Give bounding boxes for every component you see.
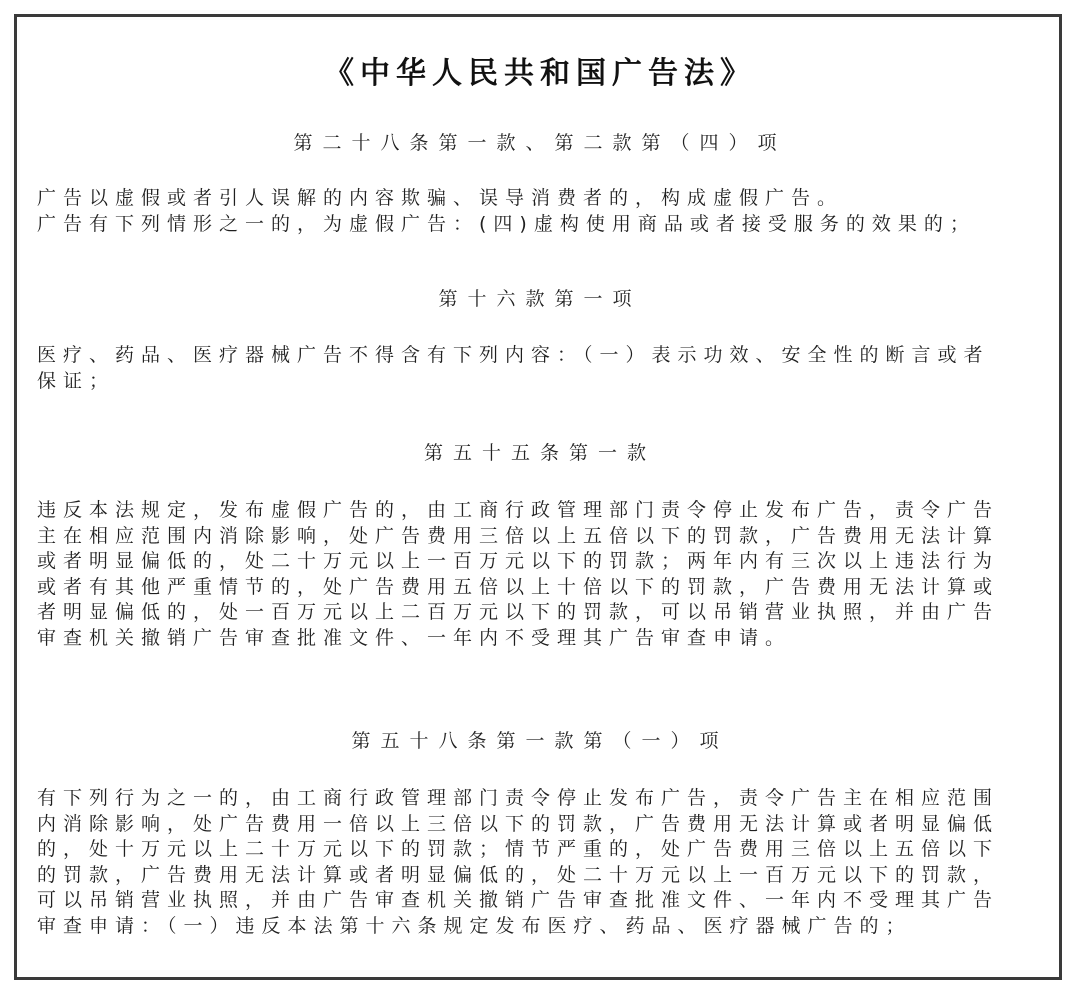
section-heading-article-16: 第十六款第一项 xyxy=(438,288,642,310)
text-line: 主在相应范围内消除影响，处广告费用三倍以上五倍以下的罚款，广告费用无法计算 xyxy=(37,524,1000,547)
text-line: 可以吊销营业执照，并由广告审查机关撤销广告审查批准文件、一年内不受理其广告 xyxy=(37,889,1000,911)
text-line: 的，处十万元以上二十万元以下的罚款；情节严重的，处广告费用三倍以上五倍以下 xyxy=(37,838,1000,860)
document-title: 《中华人民共和国广告法》 xyxy=(324,56,756,91)
text-line: 或者有其他严重情节的，处广告费用五倍以上十倍以下的罚款，广告费用无法计算或 xyxy=(37,575,1000,598)
text-line: 审查申请：（一）违反本法第十六条规定发布医疗、药品、医疗器械广告的； xyxy=(37,914,912,937)
section-body-article-55 xyxy=(37,498,1049,651)
text-line: 的罚款，广告费用无法计算或者明显偏低的，处二十万元以上一百万元以下的罚款， xyxy=(37,863,1000,886)
text-line: 广告有下列情形之一的，为虚假广告：(四)虚构使用商品或者接受服务的效果的； xyxy=(37,212,976,235)
section-body-article-28 xyxy=(37,186,1049,237)
text-line: 广告以虚假或者引人误解的内容欺骗、误导消费者的，构成虚假广告。 xyxy=(37,187,844,209)
section-body-article-16 xyxy=(37,343,1049,394)
text-line: 医疗、药品、医疗器械广告不得含有下列内容：（一）表示功效、安全性的断言或者 xyxy=(37,344,990,366)
text-line: 者明显偏低的，处一百万元以上二百万元以下的罚款，可以吊销营业执照，并由广告 xyxy=(37,601,1000,623)
text-line: 有下列行为之一的，由工商行政管理部门责令停止发布广告，责令广告主在相应范围 xyxy=(37,787,1000,809)
text-line: 违反本法规定，发布虚假广告的，由工商行政管理部门责令停止发布广告，责令广告 xyxy=(37,499,1000,521)
section-heading-article-28: 第二十八条第一款、第二款第（四）项 xyxy=(293,132,787,154)
text-line: 保证； xyxy=(37,369,116,392)
text-line: 审查机关撤销广告审查批准文件、一年内不受理其广告审查申请。 xyxy=(37,626,792,649)
section-body-article-58 xyxy=(37,786,1049,939)
text-line: 或者明显偏低的，处二十万元以上一百万元以下的罚款；两年内有三次以上违法行为 xyxy=(37,550,1000,572)
text-line: 内消除影响，处广告费用一倍以上三倍以下的罚款，广告费用无法计算或者明显偏低 xyxy=(37,812,1000,835)
section-heading-article-55: 第五十五条第一款 xyxy=(423,442,656,464)
section-heading-article-58: 第五十八条第一款第（一）项 xyxy=(351,730,729,752)
